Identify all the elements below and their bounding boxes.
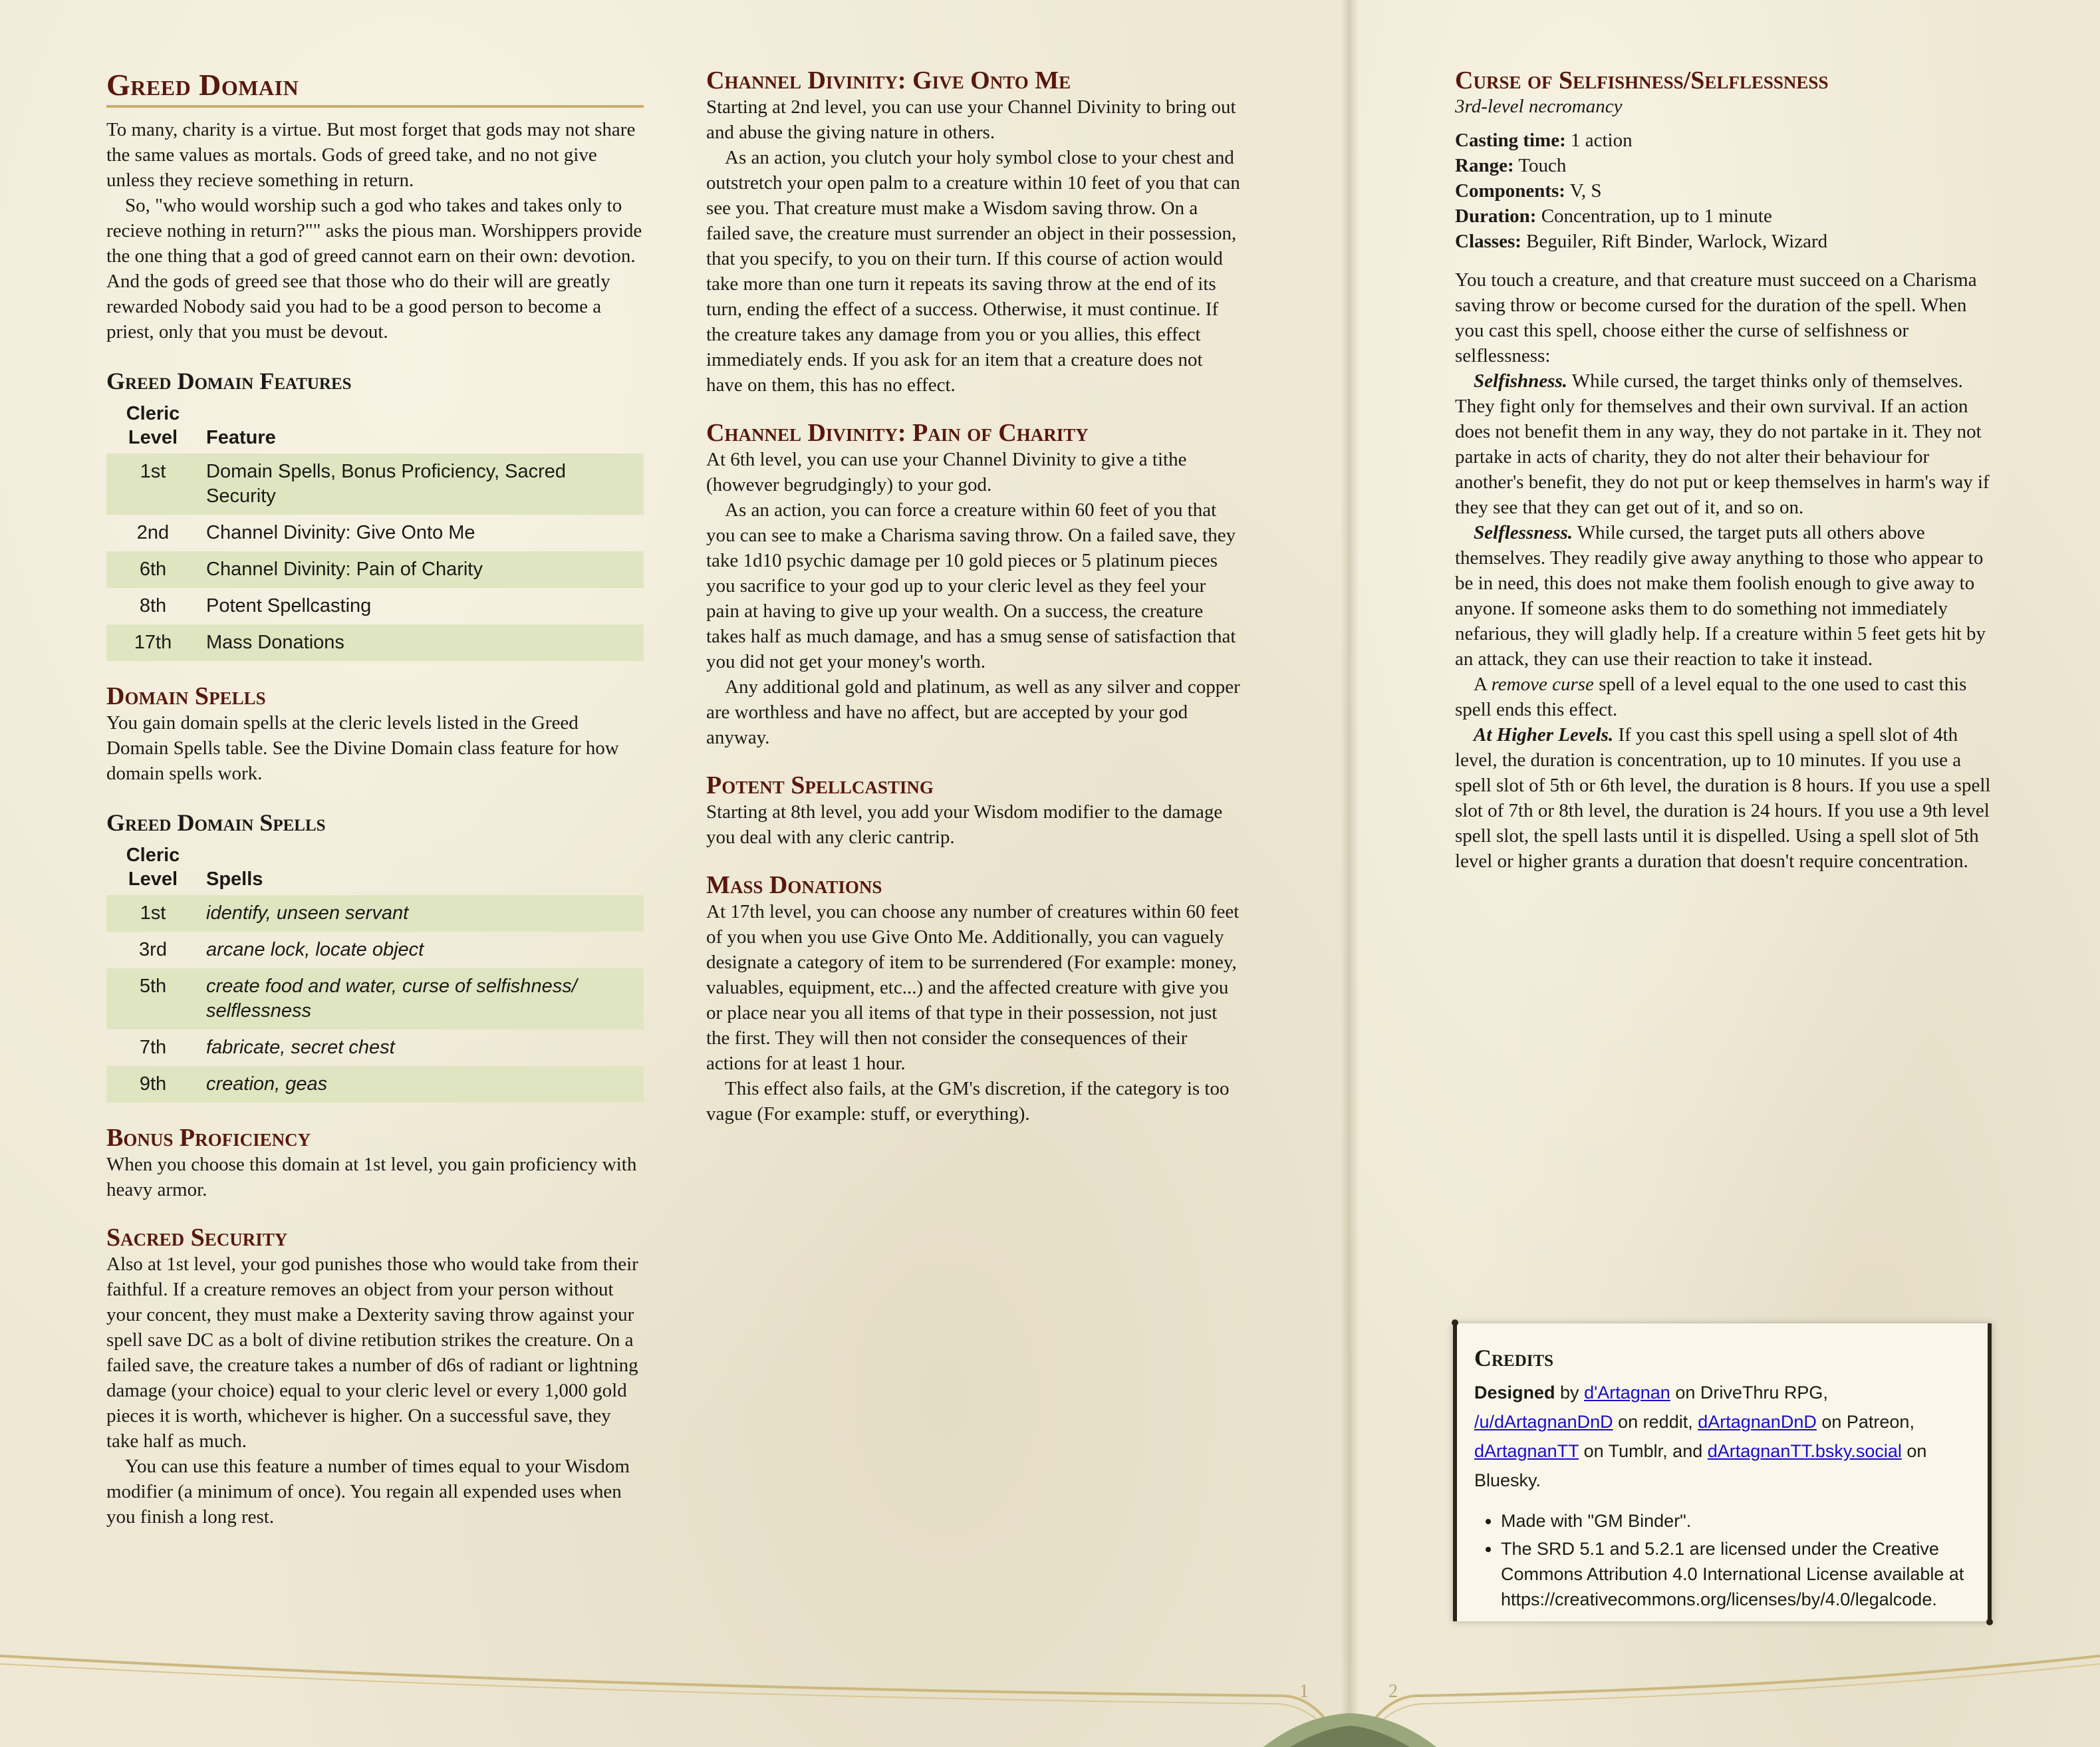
table-cell: 3rd	[139, 939, 167, 960]
pain-of-charity-text: As an action, you can force a creature within 60 feet of you that you can see to make a Charisma saving throw. On a failed save, they take 1d10 psychic damage per 10 gold pieces or 5 platinum pieces you sacrifice to your god up to your cleric level as they feel your pain at having to give up your wealth. On a success, the creature takes half as much damage, and has a smug sense of satisfaction that you did not get your money's worth.	[706, 499, 1236, 672]
credits-fragment: on reddit,	[1613, 1412, 1698, 1432]
credits-list	[1474, 1508, 1969, 1612]
remove-curse-spell: remove curse	[1491, 674, 1594, 695]
mass-donations-text: This effect also fails, at the GM's discretion, if the category is too vague (For example: stuff, or everything).	[706, 1078, 1230, 1125]
table-cell: creation, geas	[199, 1066, 644, 1103]
table-header-row	[106, 402, 644, 454]
table-row	[106, 1029, 644, 1066]
credits-fragment: on Patreon,	[1816, 1412, 1914, 1432]
selfishness-label: Selfishness.	[1474, 370, 1568, 392]
table-row	[106, 932, 644, 968]
stat-value: V, S	[1569, 180, 1602, 202]
sacred-security-text: Also at 1st level, your god punishes those who would take from their faithful. If a creature removes an object from your person without your concent, they must make a Dexterity saving throw against your spell save DC as a bolt of divine retibution strikes the creature. On a failed save, the creature takes a number of d6s of radiant or lightning damage (your choice) equal to your cleric level or every 1,000 gold pieces it is worth, whichever is higher. On a successful save, they take half as much.	[106, 1254, 638, 1452]
column-2	[706, 67, 1244, 1127]
spell-stat-classes	[1455, 229, 1991, 254]
table-row	[106, 624, 644, 661]
domain-spells-text: You gain domain spells at the cleric levels listed in the Greed Domain Spells table. See the Divine Domain class feature for how domain spells work.	[106, 712, 619, 784]
stat-label: Range:	[1455, 155, 1514, 176]
credits-box	[1453, 1323, 1992, 1621]
table-cell: Channel Divinity: Give Onto Me	[206, 522, 475, 543]
table-cell: 17th	[106, 624, 199, 661]
stat-value: 1 action	[1570, 130, 1633, 151]
table-header: Feature	[206, 427, 276, 448]
higher-levels-paragraph	[1455, 722, 1991, 874]
stat-label: Components:	[1455, 180, 1565, 202]
mass-donations-text: At 17th level, you can choose any number of creatures within 60 feet of you when you use Give Onto Me. Additionally, you can vaguely designate a category of item to be surrendered (For example: money, valuables, equipment, etc...) and the affected creature with give you or place near you all items of that type in their possession, not just the first. They will then not consider the consequences of their actions for at least 1 hour.	[706, 901, 1240, 1074]
table-cell: create food and water, curse of selfishness/ selflessness	[199, 968, 644, 1029]
credits-fragment: on Tumblr, and	[1579, 1441, 1708, 1461]
table-header: Cleric Level	[126, 845, 180, 890]
column-1	[106, 67, 644, 1530]
intro-paragraph: To many, charity is a virtue. But most forget that gods may not share the same values as mortals. Gods of greed take, and no not give unless they recieve something in return.	[106, 119, 636, 191]
table-cell: arcane lock, locate object	[206, 939, 424, 960]
table-row	[106, 968, 644, 1029]
credits-text	[1474, 1378, 1969, 1495]
page-number-left: 1	[1299, 1681, 1309, 1702]
stat-value: Concentration, up to 1 minute	[1541, 205, 1772, 227]
table-cell: 8th	[139, 595, 167, 616]
stat-value: Touch	[1518, 155, 1567, 176]
bonus-proficiency-heading: Bonus Proficiency	[106, 1124, 311, 1152]
table-cell: 2nd	[136, 522, 170, 543]
spell-school: 3rd-level necromancy	[1455, 96, 1623, 117]
table-row	[106, 515, 644, 551]
remove-text: A	[1474, 674, 1492, 695]
stat-label: Duration:	[1455, 205, 1537, 227]
credits-fragment: on DriveThru RPG,	[1670, 1383, 1828, 1403]
pain-of-charity-text: Any additional gold and platinum, as well as any silver and copper are worthless and have no affect, but are accepted by your god anyway.	[706, 676, 1240, 748]
footer-ornament	[0, 1649, 2100, 1747]
spell-description: You touch a creature, and that creature must succeed on a Charisma saving throw or become cursed for the duration of the spell. When you cast this spell, choose either the curse of selfishness or selflessness:	[1455, 269, 1977, 366]
selflessness-text: While cursed, the target puts all others above themselves. They readily give away anything to those who appear to be in need, this does not make them foolish enough to give away to anyone. If someone asks them to do something not immediately nefarious, they will gladly help. If a creature within 5 feet gets hit by an attack, they can use their reaction to take it instead.	[1455, 522, 1986, 670]
selflessness-label: Selflessness.	[1474, 522, 1573, 543]
potent-spellcasting-text: Starting at 8th level, you add your Wisdom modifier to the damage you deal with any cleric cantrip.	[706, 801, 1223, 848]
table-cell: Domain Spells, Bonus Proficiency, Sacred Security	[199, 454, 644, 515]
link-reddit[interactable]: /u/dArtagnanDnD	[1474, 1412, 1613, 1432]
stat-label: Casting time:	[1455, 130, 1566, 151]
credits-title: Credits	[1474, 1345, 1554, 1371]
list-item: • The SRD 5.1 and 5.2.1 are licensed under the Creative Commons Attribution 4.0 International License available at https://creativecommons.org/licenses/by/4.0/legalcode.	[1501, 1536, 1969, 1612]
table-cell: identify, unseen servant	[199, 895, 644, 932]
stat-label: Classes:	[1455, 231, 1521, 252]
sacred-security-heading: Sacred Security	[106, 1224, 288, 1252]
table-row	[106, 1066, 644, 1103]
spell-title: Curse of Selfishness/Selflessness	[1455, 67, 1829, 94]
features-heading: Greed Domain Features	[106, 368, 352, 394]
list-item: • Made with "GM Binder".	[1501, 1508, 1969, 1534]
link-patreon[interactable]: dArtagnanDnD	[1698, 1412, 1817, 1432]
intro-paragraph: So, "who would worship such a god who takes and takes only to recieve nothing in return?"" asks the pious man. Worshippers provide the one thing that a god of greed cannot earn on their own: devotion. And the gods of greed see that those who do their will are greatly rewarded Nobody said you had to be a good person to become a priest, only that you must be devout.	[106, 195, 642, 342]
column-3	[1455, 67, 1991, 874]
spell-stat-range	[1455, 153, 1991, 178]
credits-fragment: on Bluesky.	[1474, 1441, 1927, 1490]
table-cell: 9th	[106, 1066, 199, 1103]
spells-table	[106, 843, 644, 1103]
designed-label: Designed	[1474, 1383, 1555, 1403]
features-table	[106, 402, 644, 661]
higher-levels-text: If you cast this spell using a spell slot of 4th level, the duration is concentration, up to 10 minutes. If you use a spell slot of 5th or 6th level, the duration is 8 hours. If you use a spell slot of 7th or 8th level, the duration is 24 hours. If you use a 9th level spell slot, the spell lasts until it is dispelled. Using a spell slot of 5th level or higher grants a duration that doesn't require concentration.	[1455, 724, 1991, 872]
table-cell: Channel Divinity: Pain of Charity	[199, 551, 644, 588]
higher-levels-label: At Higher Levels.	[1474, 724, 1614, 745]
remove-text: spell of a level equal to the one used to cast this spell ends this effect.	[1455, 674, 1967, 720]
spell-stat-duration	[1455, 203, 1991, 229]
page-title: Greed Domain	[106, 67, 644, 108]
selfishness-text: While cursed, the target thinks only of themselves. They fight only for themselves and their own survival. If an action does not benefit them in any way, they do not partake in it. They not partake in acts of charity, they do not alter their behaviour for another's benefit, they do not put or keep themselves in harm's way if they see that they can get out of it, and so on.	[1455, 370, 1990, 518]
link-bluesky[interactable]: dArtagnanTT.bsky.social	[1707, 1441, 1902, 1461]
remove-curse-paragraph	[1455, 672, 1991, 722]
table-cell: 5th	[106, 968, 199, 1029]
sacred-security-text: You can use this feature a number of times equal to your Wisdom modifier (a minimum of once). You regain all expended uses when you finish a long rest.	[106, 1456, 630, 1528]
table-row	[106, 895, 644, 932]
table-cell: 1st	[106, 895, 199, 932]
table-header-row	[106, 843, 644, 895]
give-onto-me-heading: Channel Divinity: Give Onto Me	[706, 67, 1071, 94]
table-cell: Potent Spellcasting	[206, 595, 372, 616]
table-row	[106, 551, 644, 588]
table-cell: 6th	[106, 551, 199, 588]
table-row	[106, 454, 644, 515]
table-cell: Mass Donations	[199, 624, 644, 661]
give-onto-me-text: As an action, you clutch your holy symbol close to your chest and outstretch your open palm to a creature within 10 feet of you that can see you. That creature must make a Wisdom saving throw. On a failed save, the creature must surrender an object in their possession, that you specify, to you on their turn. If this course of action would take more than one turn it repeats its saving throw at the end of its turn, ending the effect of a success. Otherwise, it must continue. If the creature takes any damage from you or you allies, this effect immediately ends. If you ask for an item that a creature does not have on them, this has no effect.	[706, 147, 1240, 396]
table-cell: 1st	[106, 454, 199, 515]
pain-of-charity-text: At 6th level, you can use your Channel Divinity to give a tithe (however begrudgingly) to your god.	[706, 449, 1187, 495]
domain-spells-heading: Domain Spells	[106, 682, 266, 710]
table-header: Cleric Level	[126, 403, 180, 448]
pain-of-charity-heading: Channel Divinity: Pain of Charity	[706, 419, 1089, 447]
spell-stat-casting-time	[1455, 128, 1991, 153]
table-header: Spells	[206, 869, 263, 890]
potent-spellcasting-heading: Potent Spellcasting	[706, 771, 934, 799]
selflessness-paragraph	[1455, 520, 1991, 672]
table-cell: fabricate, secret chest	[206, 1037, 395, 1058]
table-row	[106, 588, 644, 624]
bonus-proficiency-text: When you choose this domain at 1st level, you gain proficiency with heavy armor.	[106, 1154, 637, 1200]
page-spine	[1341, 0, 1359, 1747]
page-number-right: 2	[1388, 1681, 1398, 1702]
give-onto-me-text: Starting at 2nd level, you can use your Channel Divinity to bring out and abuse the giving nature in others.	[706, 96, 1236, 143]
table-cell: 7th	[139, 1037, 167, 1058]
spells-table-heading: Greed Domain Spells	[106, 809, 326, 836]
credits-fragment: by	[1555, 1383, 1585, 1403]
selfishness-paragraph	[1455, 368, 1991, 520]
link-dartagnan[interactable]: d'Artagnan	[1584, 1383, 1670, 1403]
stat-value: Beguiler, Rift Binder, Warlock, Wizard	[1526, 231, 1828, 252]
link-tumblr[interactable]: dArtagnanTT	[1474, 1441, 1579, 1461]
mass-donations-heading: Mass Donations	[706, 871, 882, 899]
spell-stat-components	[1455, 178, 1991, 203]
